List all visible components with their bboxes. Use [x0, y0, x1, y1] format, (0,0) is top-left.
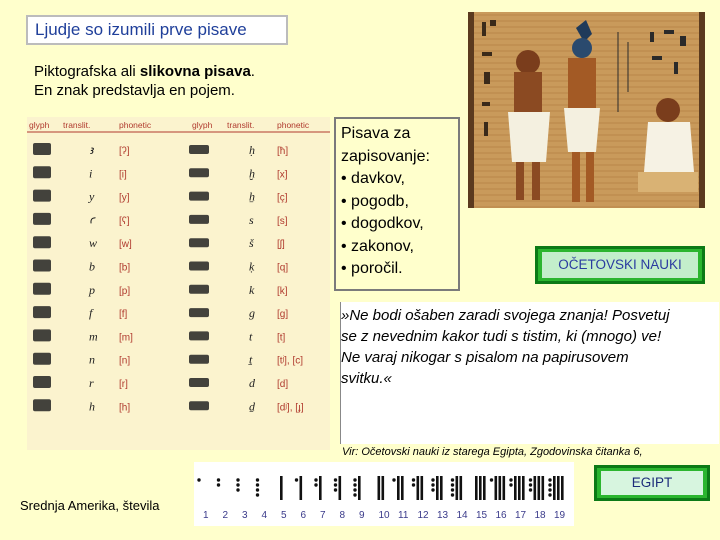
quote-line: svitku.« [341, 370, 392, 387]
maya-number-label: 8 [339, 510, 346, 521]
hieroglyph-glyph [33, 376, 51, 388]
maya-dot [412, 483, 415, 486]
phonetic-cell: [y] [119, 192, 130, 204]
hieroglyph-glyph [33, 143, 51, 155]
hieroglyph-glyph [189, 238, 209, 247]
translit-cell: y [89, 189, 95, 204]
phonetic-cell: [i] [119, 169, 127, 181]
translit-cell: r [89, 376, 94, 390]
hieroglyph-glyph [189, 192, 209, 201]
maya-dot [197, 478, 200, 481]
intro-prefix: Piktografska ali [34, 63, 140, 80]
maya-bar [358, 476, 361, 500]
uses-item: • dogodkov, [341, 215, 424, 232]
translit-cell: d [249, 376, 255, 390]
teachings-label [535, 246, 705, 284]
source-line-1: Vir: Očetovski nauki iz starega Egipta, Zgodovinska čitanka 6, [342, 446, 643, 458]
maya-numerals-svg [194, 462, 574, 526]
maya-dot [451, 488, 454, 491]
maya-bar [522, 476, 525, 500]
translit-cell: ꜣ [89, 143, 94, 157]
intro-suffix: . [250, 63, 255, 80]
table-header: phonetic [277, 120, 310, 130]
hieroglyph-glyph [189, 285, 209, 294]
maya-bar [378, 476, 381, 500]
maya-number-label: 19 [554, 510, 566, 521]
maya-dot [529, 488, 532, 491]
maya-number-label: 12 [417, 510, 429, 521]
translit-cell: š [249, 236, 254, 251]
maya-dot [334, 478, 337, 481]
maya-bar [483, 476, 486, 500]
maya-dot [548, 483, 551, 486]
hieroglyph-glyph [33, 260, 51, 272]
maya-dot [353, 488, 356, 491]
maya-bar [538, 476, 541, 500]
maya-dot [334, 483, 337, 486]
maya-dot [451, 483, 454, 486]
maya-dot [431, 478, 434, 481]
maya-bar [495, 476, 498, 500]
hieroglyph-glyph [33, 306, 51, 318]
maya-bar [397, 476, 400, 500]
maya-number-label: 13 [437, 510, 449, 521]
translit-cell: ḏ [249, 399, 255, 414]
maya-dot [392, 478, 395, 481]
phonetic-cell: [ʕ] [119, 215, 130, 227]
maya-bar [456, 476, 459, 500]
hieroglyph-table-svg [27, 117, 330, 450]
maya-bar [436, 476, 439, 500]
maya-number-label: 2 [222, 510, 229, 521]
phonetic-cell: [t] [277, 332, 286, 344]
maya-dot [217, 478, 220, 481]
teachings-label-text: OČETOVSKI NAUKI [542, 252, 698, 278]
phonetic-cell: [s] [277, 215, 288, 227]
hieroglyph-glyph [189, 308, 209, 317]
phonetic-cell: [p] [119, 285, 131, 297]
maya-dot [314, 483, 317, 486]
hieroglyph-glyph [189, 215, 209, 224]
maya-dot [490, 478, 493, 481]
maya-number-label: 5 [281, 510, 287, 521]
maya-dot [509, 478, 512, 481]
maya-dot [236, 488, 239, 491]
translit-cell: b [89, 259, 95, 274]
hieroglyph-table [27, 117, 330, 450]
maya-bar [542, 476, 545, 500]
maya-bar [475, 476, 478, 500]
table-header: glyph [29, 120, 50, 130]
maya-number-label: 6 [300, 510, 307, 521]
table-header: translit. [63, 120, 91, 130]
maya-dot [509, 483, 512, 486]
maya-dot [256, 493, 259, 496]
phonetic-cell: [dʲ], [ɟ] [277, 402, 304, 414]
maya-bar [553, 476, 556, 500]
intro-line2: En znak predstavlja en pojem. [34, 82, 235, 99]
translit-cell: k [249, 282, 255, 297]
hieroglyph-glyph [189, 378, 209, 387]
phonetic-cell: [d] [277, 379, 289, 390]
maya-dot [236, 483, 239, 486]
phonetic-cell: [g] [277, 309, 289, 321]
phonetic-cell: [q] [277, 262, 289, 274]
maya-dot [529, 478, 532, 481]
phonetic-cell: [ħ] [277, 146, 289, 157]
maya-dot [295, 478, 298, 481]
egypt-label [594, 465, 710, 501]
maya-number-label: 17 [515, 510, 527, 521]
maya-bar [280, 476, 283, 500]
translit-cell: g [249, 306, 255, 321]
maya-dot [353, 478, 356, 481]
hieroglyph-glyph [189, 145, 209, 154]
maya-dot [431, 488, 434, 491]
translit-cell: f [89, 306, 93, 321]
phonetic-cell: [x] [277, 169, 288, 181]
maya-dot [217, 483, 220, 486]
hieroglyph-glyph [189, 355, 209, 364]
maya-dot [548, 478, 551, 481]
uses-item: • pogodb, [341, 192, 409, 210]
maya-bar [382, 476, 385, 500]
writing-uses-box [334, 117, 460, 291]
translit-cell: s [249, 212, 254, 227]
translit-cell: m [89, 329, 98, 344]
maya-number-label: 11 [398, 510, 409, 521]
translit-cell: ẖ [249, 189, 255, 204]
phonetic-cell: [m] [119, 332, 133, 344]
translit-cell: t [249, 329, 253, 344]
quote-line: Ne varaj nikogar s pisalom na papirusovem [341, 349, 629, 366]
intro-bold: slikovna pisava [139, 63, 251, 80]
maya-number-label: 16 [495, 510, 507, 521]
intro-text [34, 62, 255, 100]
uses-item: • poročil. [341, 260, 403, 277]
maya-dot [256, 488, 259, 491]
maya-bar [300, 476, 303, 500]
maya-bar [319, 476, 322, 500]
maya-number-label: 4 [261, 510, 268, 521]
hieroglyph-glyph [189, 168, 209, 177]
hieroglyph-glyph [33, 283, 51, 295]
hieroglyph-glyph [33, 329, 51, 341]
maya-dot [529, 483, 532, 486]
maya-bar [557, 476, 560, 500]
translit-cell: p [89, 282, 95, 297]
uses-item: • davkov, [341, 170, 405, 187]
phonetic-cell: [b] [119, 262, 131, 274]
maya-dot [236, 478, 239, 481]
maya-bar [417, 476, 420, 500]
maya-number-label: 7 [320, 510, 326, 521]
translit-cell: ḫ [249, 166, 255, 181]
translit-cell: i [89, 166, 93, 181]
maya-dot [353, 483, 356, 486]
maya-bar [401, 476, 404, 500]
maya-dot [256, 478, 259, 481]
maya-caption: Srednja Amerika, števila [20, 498, 160, 513]
teachings-quote [340, 302, 719, 444]
phonetic-cell: [f] [119, 309, 128, 321]
phonetic-cell: [ç] [277, 192, 288, 204]
table-header: phonetic [119, 120, 152, 130]
translit-cell: ḥ [249, 143, 255, 157]
table-header: glyph [192, 120, 213, 130]
phonetic-cell: [ʃ] [277, 239, 285, 251]
hieroglyph-glyph [33, 353, 51, 365]
hieroglyph-glyph [33, 399, 51, 411]
maya-number-label: 10 [378, 510, 390, 521]
maya-dot [412, 478, 415, 481]
quote-line: »Ne bodi ošaben zaradi svojega znanja! Posvetuj [341, 307, 670, 324]
quote-line: se z nevednim kakor tudi s tistim, ki (mnogo) ve! [341, 328, 662, 345]
translit-cell: ṯ [249, 352, 253, 367]
maya-number-label: 14 [456, 510, 468, 521]
maya-bar [503, 476, 506, 500]
translit-cell: h [89, 399, 95, 414]
slide-title: Ljudje so izumili prve pisave [26, 15, 288, 45]
maya-dot [314, 478, 317, 481]
maya-number-label: 1 [203, 510, 209, 521]
maya-dot [353, 493, 356, 496]
phonetic-cell: [h] [119, 402, 131, 414]
maya-number-label: 3 [242, 510, 248, 521]
maya-dot [334, 488, 337, 491]
maya-bar [479, 476, 482, 500]
table-header: translit. [227, 120, 255, 130]
phonetic-cell: [n] [119, 355, 131, 367]
maya-dot [548, 493, 551, 496]
maya-bar [518, 476, 521, 500]
hieroglyph-glyph [33, 190, 51, 202]
uses-heading-2: zapisovanje: [341, 147, 430, 165]
phonetic-cell: [tʲ], [c] [277, 355, 304, 367]
maya-dot [256, 483, 259, 486]
translit-cell: ḳ [249, 259, 255, 274]
phonetic-cell: [w] [119, 239, 132, 251]
hieroglyph-glyph [189, 262, 209, 271]
maya-bar [534, 476, 537, 500]
maya-dot [451, 478, 454, 481]
maya-bar [561, 476, 564, 500]
phonetic-cell: [ʔ] [119, 146, 130, 157]
hieroglyph-glyph [33, 213, 51, 225]
uses-item: • zakonov, [341, 237, 414, 255]
phonetic-cell: [r] [119, 379, 128, 390]
maya-bar [421, 476, 424, 500]
uses-heading-1: Pisava za [341, 125, 411, 142]
phonetic-cell: [k] [277, 285, 288, 297]
maya-number-label: 18 [534, 510, 546, 521]
maya-dot [548, 488, 551, 491]
maya-bar [460, 476, 463, 500]
hieroglyph-glyph [189, 331, 209, 340]
egyptian-papyrus-image [468, 12, 705, 208]
maya-numerals-image [194, 462, 574, 526]
hieroglyph-glyph [33, 166, 51, 178]
translit-cell: n [89, 352, 95, 367]
maya-bar [339, 476, 342, 500]
maya-bar [499, 476, 502, 500]
maya-bar [440, 476, 443, 500]
translit-cell: w [89, 236, 98, 251]
hieroglyph-glyph [33, 236, 51, 248]
egypt-label-text: EGIPT [601, 471, 703, 495]
translit-cell: ꜥ [89, 212, 95, 227]
hieroglyph-glyph [189, 401, 209, 410]
maya-number-label: 15 [476, 510, 488, 521]
maya-dot [451, 493, 454, 496]
maya-bar [514, 476, 517, 500]
maya-dot [431, 483, 434, 486]
maya-number-label: 9 [359, 510, 365, 521]
